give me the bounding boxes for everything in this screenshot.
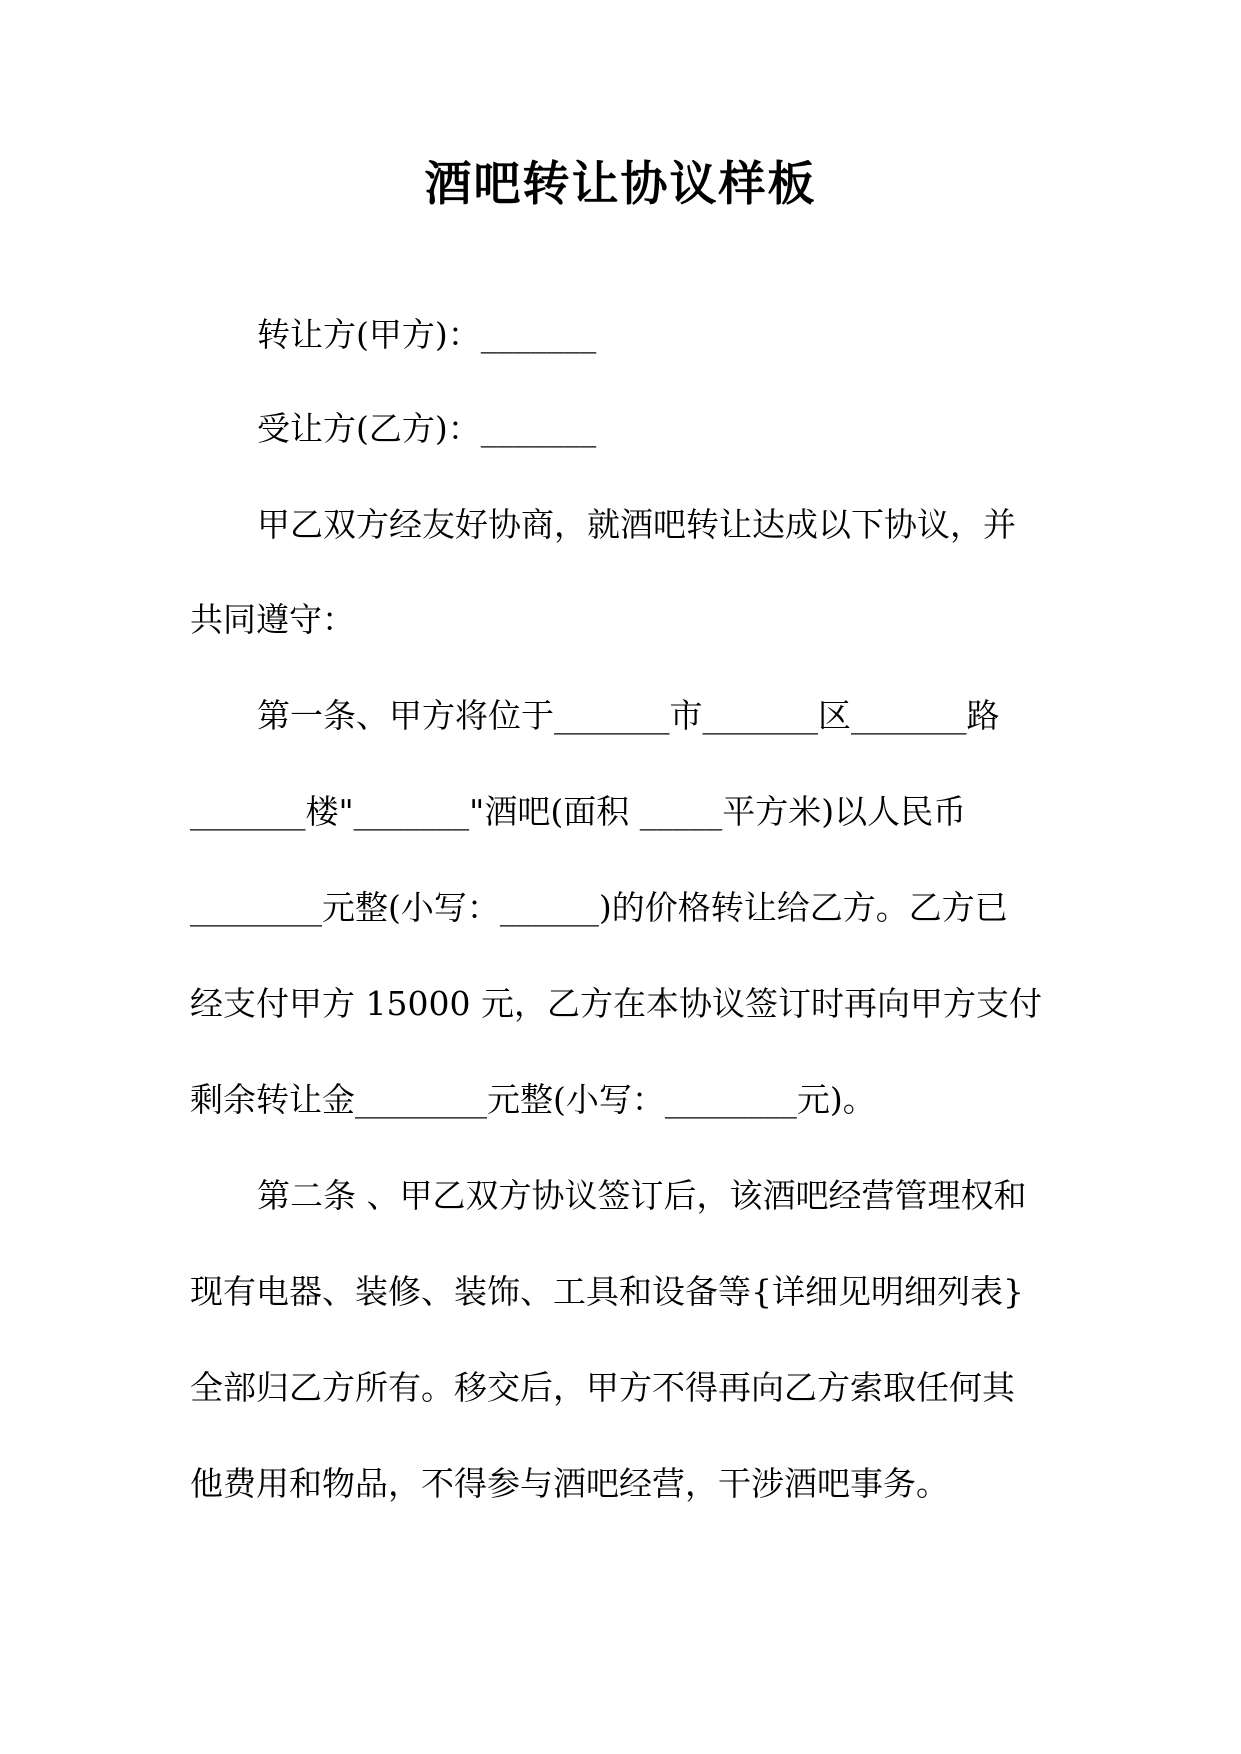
transferor-line: 转让方(甲方)：_______ [257,315,597,354]
article-1-line-1: 第一条、甲方将位于_______市_______区_______路 [257,696,1000,735]
article-2-line-3: 全部归乙方所有。移交后，甲方不得再向乙方索取任何其 [190,1368,1015,1407]
article-1-line-3: ________元整(小写：______)的价格转让给乙方。乙方已 [190,888,1008,927]
transferee-line: 受让方(乙方)：_______ [257,409,597,448]
article-1-line-5: 剩余转让金________元整(小写：________元)。 [190,1080,876,1119]
article-1-line-2: _______楼"_______"酒吧(面积 _____平方米)以人民币 [190,792,967,831]
preamble-line-1: 甲乙双方经友好协商，就酒吧转让达成以下协议，并 [257,505,1016,544]
article-2-line-1: 第二条 、甲乙双方协议签订后，该酒吧经营管理权和 [257,1176,1027,1215]
preamble-line-2: 共同遵守： [190,600,355,639]
article-2-line-4: 他费用和物品，不得参与酒吧经营，干涉酒吧事务。 [190,1464,949,1503]
article-1-line-4: 经支付甲方 15000 元，乙方在本协议签订时再向甲方支付 [190,984,1042,1023]
document-title: 酒吧转让协议样板 [424,157,817,212]
article-2-line-2: 现有电器、装修、装饰、工具和设备等{详细见明细列表} [190,1272,1024,1311]
